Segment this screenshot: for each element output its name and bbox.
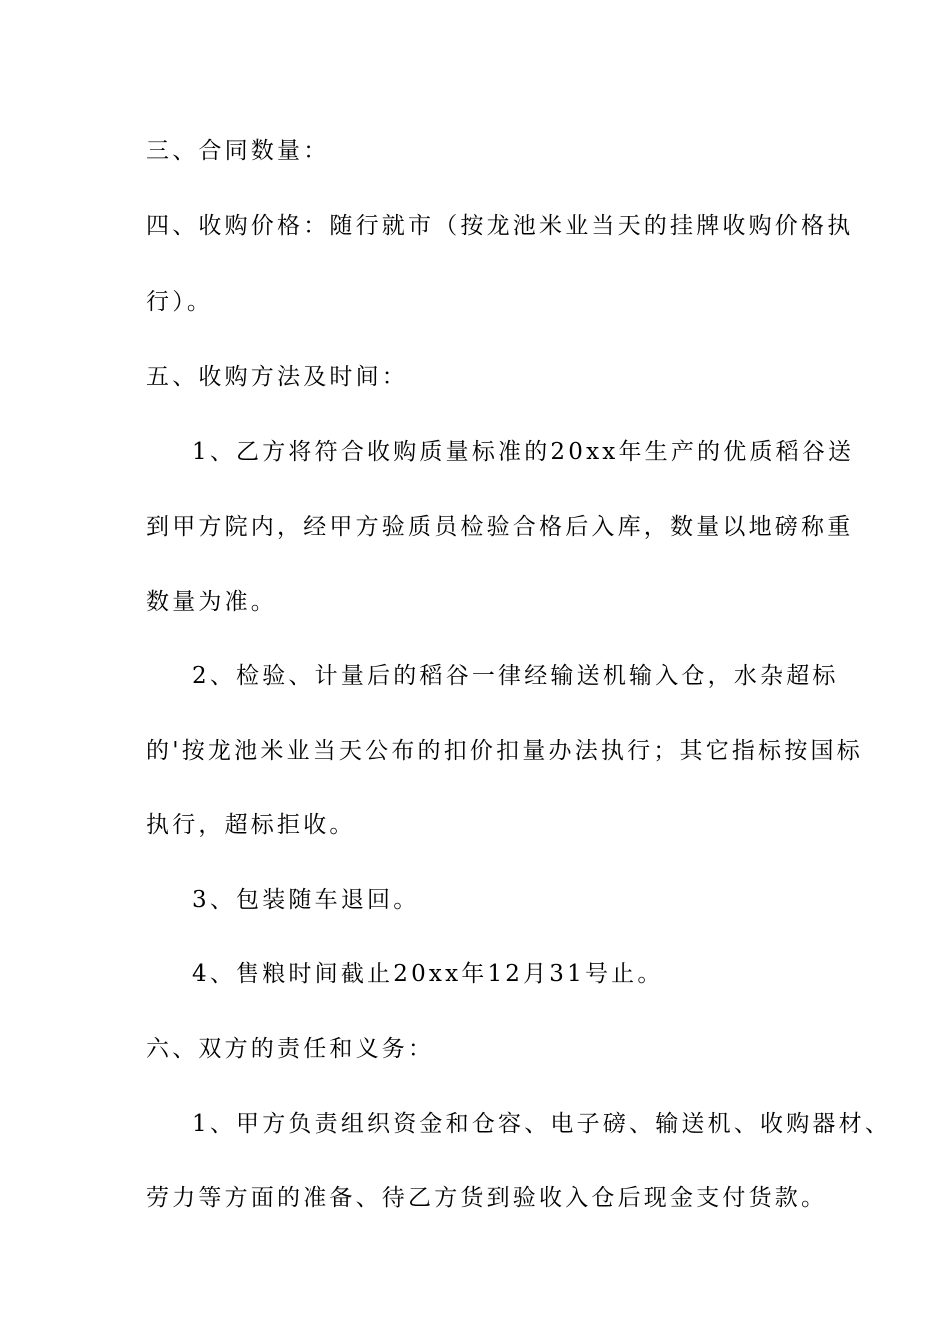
section-five-heading: 五、收购方法及时间： [146, 364, 408, 390]
item-5-2-line-3: 执行，超标拒收。 [146, 812, 356, 838]
item-5-4: 4、售粮时间截止20xx年12月31号止。 [192, 961, 664, 987]
item-5-3: 3、包装随车退回。 [192, 887, 420, 913]
section-three-heading: 三、合同数量： [146, 138, 330, 164]
item-6-1-line-2: 劳力等方面的准备、待乙方货到验收入仓后现金支付货款。 [146, 1185, 828, 1211]
item-6-1-line-1: 1、甲方负责组织资金和仓容、电子磅、输送机、收购器材、 [192, 1111, 892, 1137]
section-six-heading: 六、双方的责任和义务： [146, 1036, 435, 1062]
item-5-2-line-2: 的'按龙池米业当天公布的扣价扣量办法执行；其它指标按国标 [146, 738, 863, 764]
item-5-1-line-3: 数量为准。 [146, 589, 277, 615]
item-5-1-line-1: 1、乙方将符合收购质量标准的20xx年生产的优质稻谷送 [192, 439, 855, 465]
section-four-text: 四、收购价格：随行就市（按龙池米业当天的挂牌收购价格执 [146, 213, 854, 239]
section-four-text-cont: 行）。 [146, 289, 214, 315]
item-5-1-line-2: 到甲方院内，经甲方验质员检验合格后入库，数量以地磅称重 [146, 514, 854, 540]
item-5-2-line-1: 2、检验、计量后的稻谷一律经输送机输入仓，水杂超标 [192, 663, 839, 689]
